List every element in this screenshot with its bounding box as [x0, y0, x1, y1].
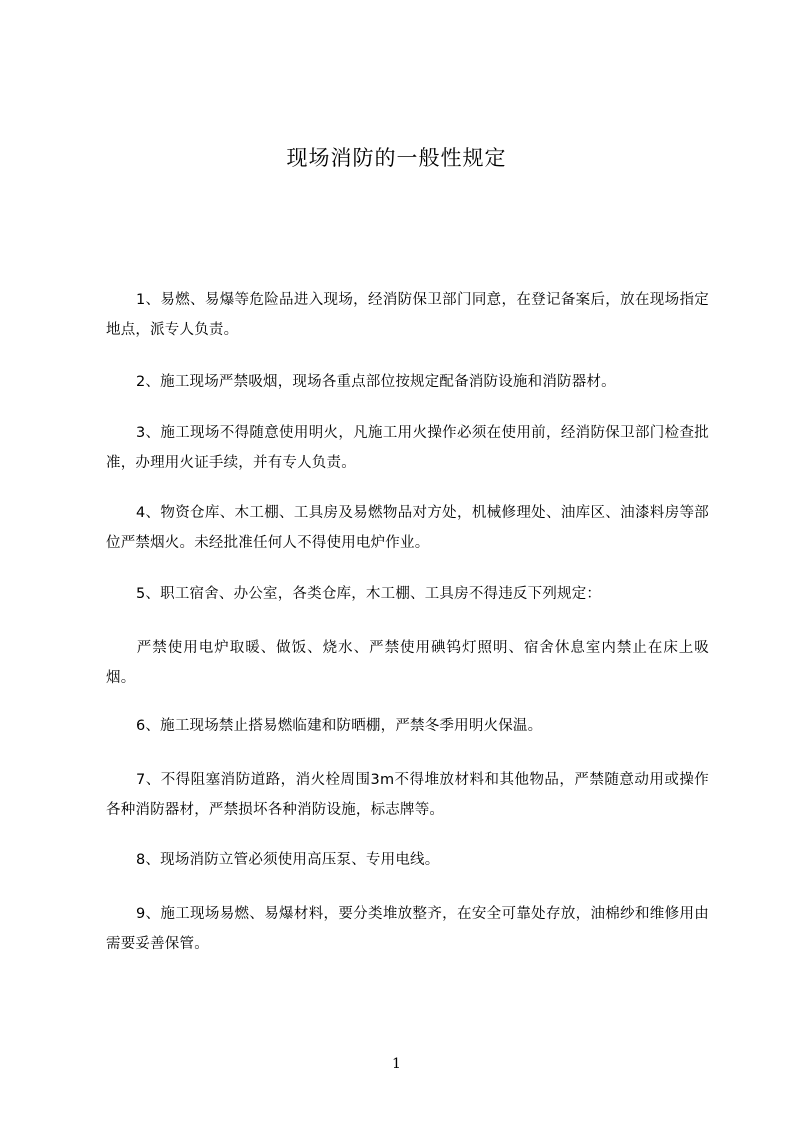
paragraph-5-detail: [106, 633, 709, 693]
paragraph-text: 6、施工现场禁止搭易燃临建和防晒棚，严禁冬季用明火保温。: [136, 718, 543, 734]
paragraph-text: 9、施工现场易燃、易爆材料，要分类堆放整齐，在安全可靠处存放，油棉纱和维修用由需要妥善保管。: [106, 906, 709, 952]
paragraph-9: [106, 899, 709, 959]
paragraph-text: 5、职工宿舍、办公室，各类仓库，木工棚、工具房不得违反下列规定：: [136, 586, 602, 602]
paragraph-text: 7、不得阻塞消防道路，消火栓周围3m不得堆放材料和其他物品，严禁随意动用或操作各种消防器材，严禁损坏各种消防设施，标志牌等。: [106, 772, 709, 818]
page-number: 1: [392, 1056, 401, 1072]
paragraph-text: 2、施工现场严禁吸烟，现场各重点部位按规定配备消防设施和消防器材。: [136, 374, 616, 390]
paragraph-text: 4、物资仓库、木工棚、工具房及易燃物品对方处，机械修理处、油库区、油漆料房等部位严禁烟火。未经批准任何人不得使用电炉作业。: [106, 505, 709, 551]
paragraph-8: [106, 845, 709, 875]
paragraph-text: 严禁使用电炉取暖、做饭、烧水、严禁使用碘钨灯照明、宿舍休息室内禁止在床上吸烟。: [106, 640, 709, 686]
paragraph-7: [106, 765, 709, 825]
paragraph-text: 3、施工现场不得随意使用明火，凡施工用火操作必须在使用前，经消防保卫部门检查批准，办理用火证手续，并有专人负责。: [106, 425, 709, 471]
paragraph-2: [106, 367, 709, 397]
paragraph-4: [106, 498, 709, 558]
paragraph-text: 8、现场消防立管必须使用高压泵、专用电线。: [136, 852, 440, 868]
paragraph-text: 1、易燃、易爆等危险品进入现场，经消防保卫部门同意，在登记备案后，放在现场指定地点，派专人负责。: [106, 292, 709, 338]
paragraph-1: [106, 285, 709, 345]
paragraph-5: [106, 579, 709, 609]
document-title: 现场消防的一般性规定: [286, 146, 507, 170]
paragraph-6: [106, 711, 709, 741]
paragraph-3: [106, 418, 709, 478]
